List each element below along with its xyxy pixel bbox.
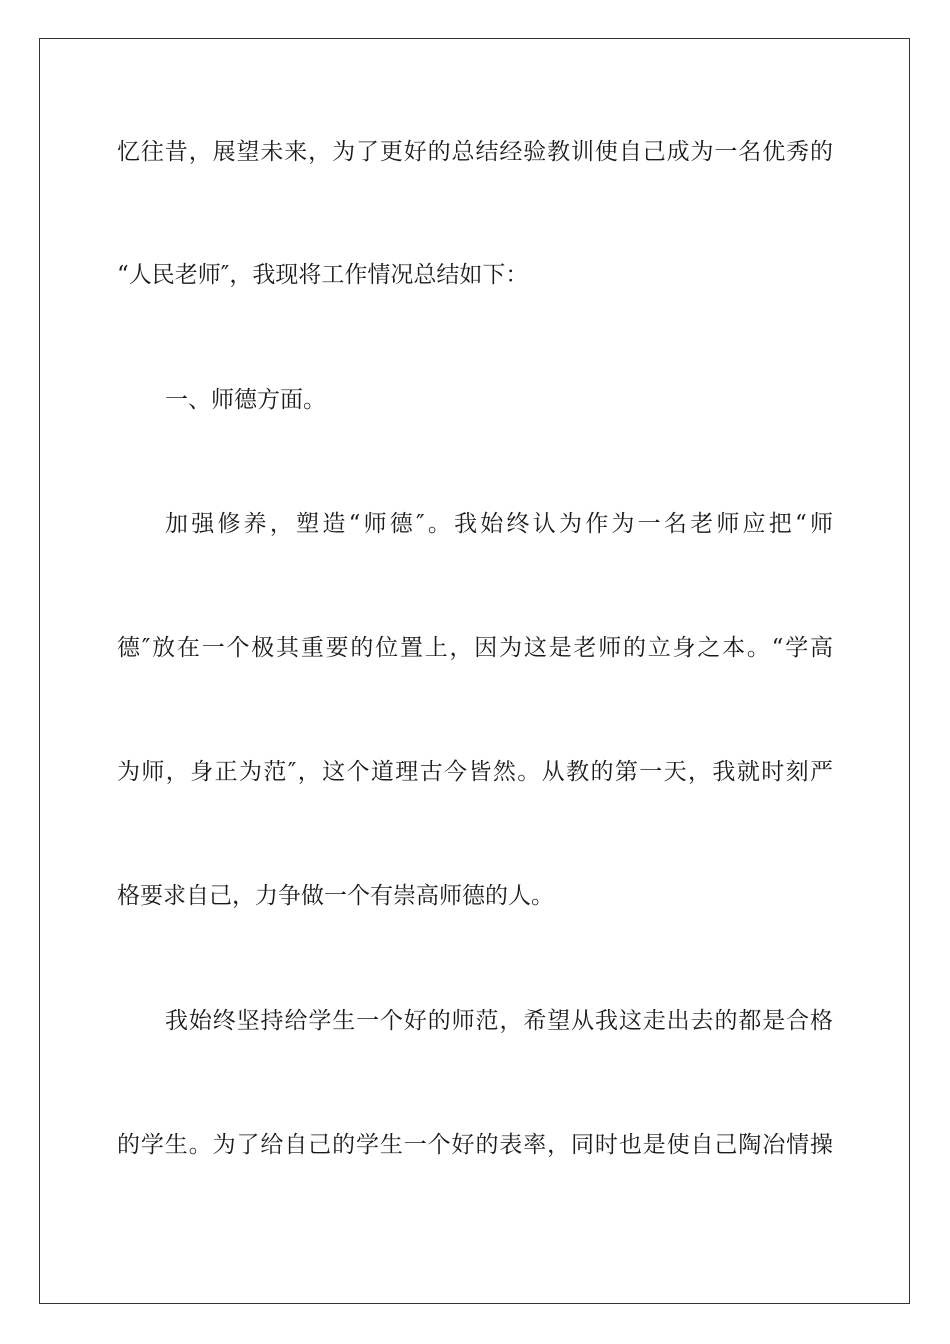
paragraph-line-8: 的学生。为了给自己的学生一个好的表率，同时也是使自己陶冶情操 xyxy=(117,1132,833,1158)
section-heading: 一、师德方面。 xyxy=(165,387,326,413)
paragraph-line-7: 我始终坚持给学生一个好的师范，希望从我这走出去的都是合格 xyxy=(165,1008,833,1034)
paragraph-line-5: 为师，身正为范″，这个道理古今皆然。从教的第一天，我就时刻严 xyxy=(117,759,833,785)
paragraph-line-1: 忆往昔，展望未来，为了更好的总结经验教训使自己成为一名优秀的 xyxy=(117,139,833,165)
paragraph-line-2: “人民老师″，我现将工作情况总结如下： xyxy=(117,262,529,288)
paragraph-line-4: 德″放在一个极其重要的位置上，因为这是老师的立身之本。“学高 xyxy=(117,635,833,661)
paragraph-line-3: 加强修养，塑造“师德″。我始终认为作为一名老师应把“师 xyxy=(165,511,833,537)
page-border xyxy=(39,38,910,1304)
paragraph-line-6: 格要求自己，力争做一个有崇高师德的人。 xyxy=(117,883,554,909)
